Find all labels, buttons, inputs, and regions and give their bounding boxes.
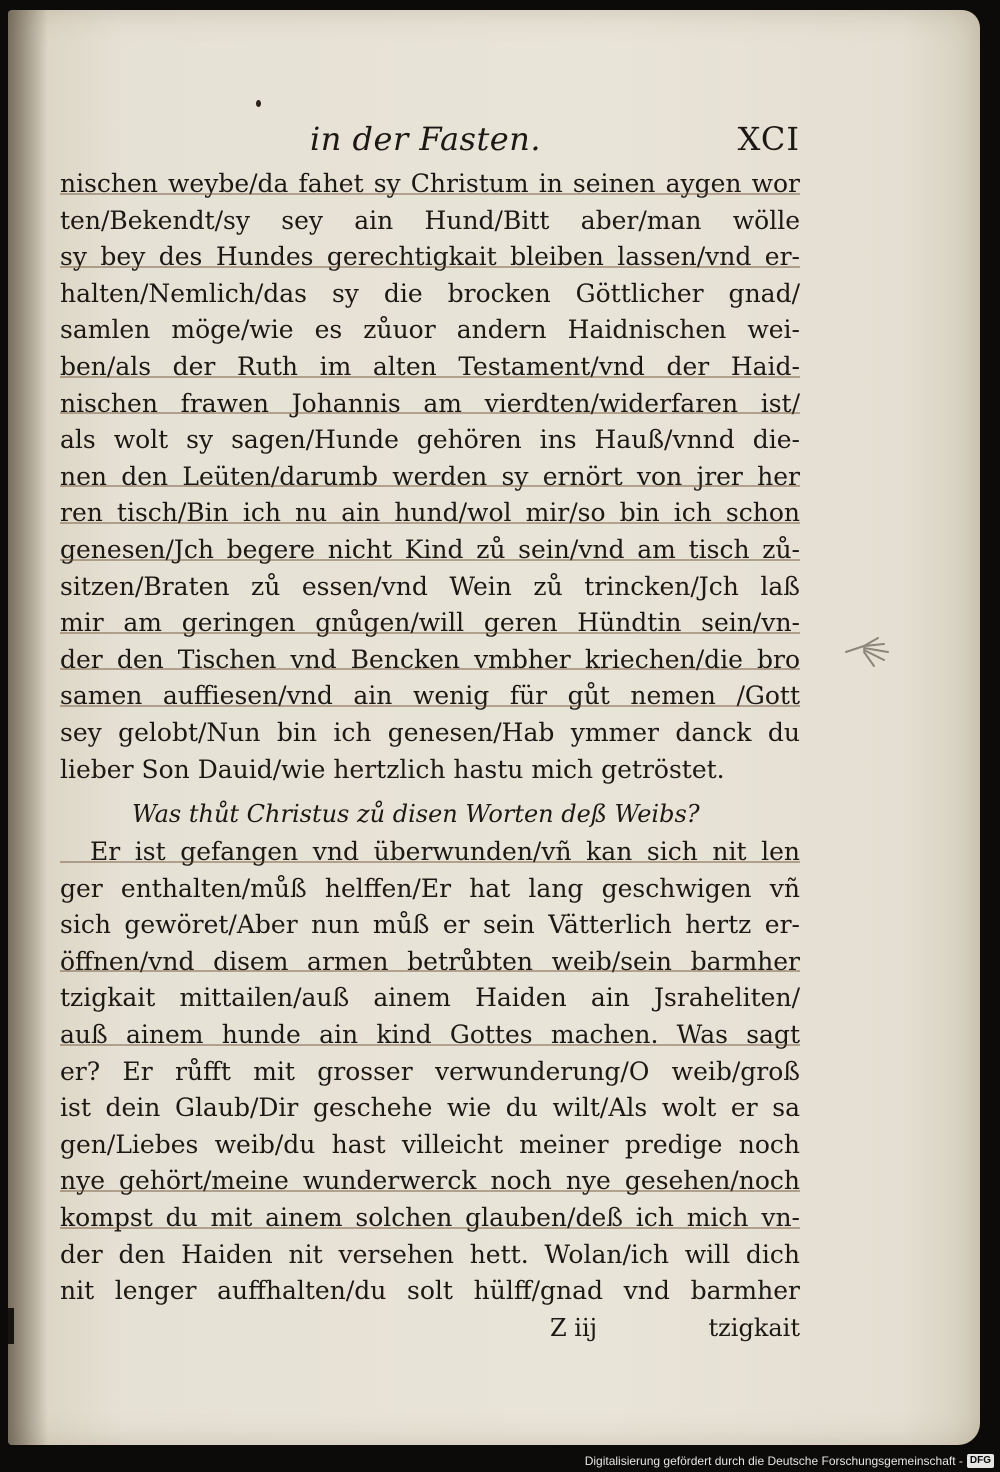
text-line: ren tisch/Bin ich nu ain hund/wol mir/so bin ich schon [60,495,800,532]
text-line: nit lenger auffhalten/du solt hülff/gnad vnd barmher [60,1276,800,1306]
text-line: kompst du mit ainem solchen glauben/deß ich mich vn- [60,1200,800,1237]
text-line: tzigkait mittailen/auß ainem Haiden ain Jsraheliten/ [60,983,800,1013]
text-line: sey gelobt/Nun bin ich genesen/Hab ymmer danck du [60,717,800,747]
catchword: tzigkait [708,1313,800,1342]
text-line: sitzen/Braten zů essen/vnd Wein zů trincken/Jch laß [60,571,800,601]
text-line: nye gehört/meine wunderwerck noch nye gesehen/noch [60,1163,800,1200]
text-line: ger enthalten/můß helffen/Er hat lang geschwigen vñ [60,873,800,903]
pencil-hand-marginal-icon [844,630,894,670]
text-line: nen den Leüten/darumb werden sy ernört von jrer her [60,459,800,496]
page-footer [60,1314,800,1354]
text-line: der den Tischen vnd Bencken vmbher kriechen/die bro [60,642,800,679]
text-line: mir am geringen gnůgen/will geren Hündtin sein/vn- [60,605,800,642]
text-line: gen/Liebes weib/du hast villeicht meiner predige noch [60,1129,800,1159]
digitization-credit [585,1454,994,1468]
question-heading: Was thůt Christus zů disen Worten deß Weibs? [132,800,700,829]
page-edge-mark [8,1308,14,1344]
text-line: nischen weybe/da fahet sy Christum in seinen aygen wor [60,166,800,203]
text-line: samen auffiesen/vnd ain wenig für gůt nemen /Gott [60,678,800,715]
signature-mark: Z iij [550,1313,598,1342]
text-line: genesen/Jch begere nicht Kind zů sein/vnd am tisch zů- [60,532,800,569]
text-line: samlen möge/wie es zůuor andern Haidnischen wei- [60,315,800,345]
text-line: Er ist gefangen vnd überwunden/vñ kan sich nit len [60,834,800,871]
text-line: als wolt sy sagen/Hunde gehören ins Hauß/vnnd die- [60,425,800,455]
text-line: auß ainem hunde ain kind Gottes machen. Was sagt [60,1017,800,1054]
text-line: lieber Son Dauid/wie hertzlich hastu mich getröstet. [60,754,725,784]
page-text-block [60,120,800,1354]
text-line: ist dein Glaub/Dir geschehe wie du wilt/Als wolt er sa [60,1093,800,1123]
folio-number: XCI [737,120,800,158]
text-line: ben/als der Ruth im alten Testament/vnd der Haid- [60,349,800,386]
text-line: nischen frawen Johannis am vierdten/widerfaren ist/ [60,386,800,423]
text-line: sich gewöret/Aber nun můß er sein Vätterlich hertz er- [60,910,800,940]
text-line: er? Er růfft mit grosser verwunderung/O weib/groß [60,1056,800,1086]
paragraph-body [60,166,800,788]
text-line: öffnen/vnd disem armen betrůbten weib/sein barmher [60,944,800,981]
credit-text: Digitalisierung gefördert durch die Deutsche Forschungsgemeinschaft - [584,1454,963,1468]
dfg-logo: DFG [967,1454,994,1468]
paragraph-answer [60,834,800,1310]
book-page [8,10,980,1445]
running-head [60,120,800,166]
ink-dot-mark [256,100,261,107]
page-gutter-shadow [8,10,48,1445]
text-line: sy bey des Hundes gerechtigkait bleiben lassen/vnd er- [60,239,800,276]
text-line: halten/Nemlich/das sy die brocken Göttlicher gnad/ [60,278,800,308]
running-head-title: in der Fasten. [310,120,542,158]
text-line: ten/Bekendt/sy sey ain Hund/Bitt aber/man wölle [60,205,800,235]
text-line: der den Haiden nit versehen hett. Wolan/ich will dich [60,1239,800,1269]
